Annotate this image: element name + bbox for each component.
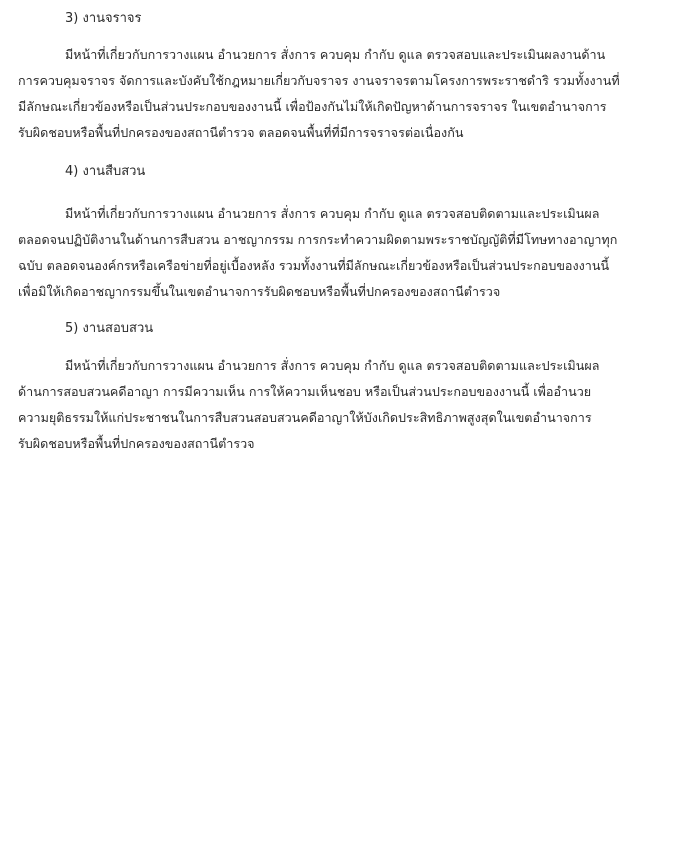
paragraph-line: มีหน้าที่เกี่ยวกับการวางแผน อำนวยการ สั่งการ ควบคุม กำกับ ดูแล ตรวจสอบติดตามและประเมินผล [65, 206, 600, 221]
paragraph-line: ตลอดจนปฏิบัติงานในด้านการสืบสวน อาชญากรรม การกระทำความผิดตามพระราชบัญญัติที่มีโทษทางอาญาทุก [18, 232, 618, 247]
paragraph-line: การควบคุมจราจร จัดการและบังคับใช้กฎหมายเกี่ยวกับจราจร งานจราจรตามโครงการพระราชดำริ รวมทั้งงานที่ [18, 73, 620, 88]
paragraph-line: ฉบับ ตลอดจนองค์กรหรือเครือข่ายที่อยู่เบื้องหลัง รวมทั้งงานที่มีลักษณะเกี่ยวข้องหรือเป็นส่วนประกอบของงานนี้ [18, 258, 610, 273]
section-heading: 4) งานสืบสวน [65, 164, 146, 179]
paragraph-line: รับผิดชอบหรือพื้นที่ปกครองของสถานีตำรวจ [18, 436, 255, 451]
paragraph-line: รับผิดชอบหรือพื้นที่ปกครองของสถานีตำรวจ ตลอดจนพื้นที่ที่มีการจราจรต่อเนื่องกัน [18, 125, 464, 140]
paragraph-line: มีลักษณะเกี่ยวข้องหรือเป็นส่วนประกอบของงานนี้ เพื่อป้องกันไม่ให้เกิดปัญหาด้านการจราจร ในเขตอำนาจการ [18, 99, 607, 114]
paragraph-line: ด้านการสอบสวนคดีอาญา การมีความเห็น การให้ความเห็นชอบ หรือเป็นส่วนประกอบของงานนี้ เพื่ออำนวย [18, 384, 592, 399]
paragraph-line: เพื่อมิให้เกิดอาชญากรรมขึ้นในเขตอำนาจการรับผิดชอบหรือพื้นที่ปกครองของสถานีตำรวจ [18, 284, 501, 299]
paragraph-line: ความยุติธรรมให้แก่ประชาชนในการสืบสวนสอบสวนคดีอาญาให้บังเกิดประสิทธิภาพสูงสุดในเขตอำนาจการ [18, 410, 592, 425]
paragraph-line: มีหน้าที่เกี่ยวกับการวางแผน อำนวยการ สั่งการ ควบคุม กำกับ ดูแล ตรวจสอบติดตามและประเมินผล [65, 358, 600, 373]
paragraph-line: มีหน้าที่เกี่ยวกับการวางแผน อำนวยการ สั่งการ ควบคุม กำกับ ดูแล ตรวจสอบและประเมินผลงานด้าน [65, 47, 606, 62]
section-heading: 3) งานจราจร [65, 11, 142, 26]
section-heading: 5) งานสอบสวน [65, 321, 154, 336]
